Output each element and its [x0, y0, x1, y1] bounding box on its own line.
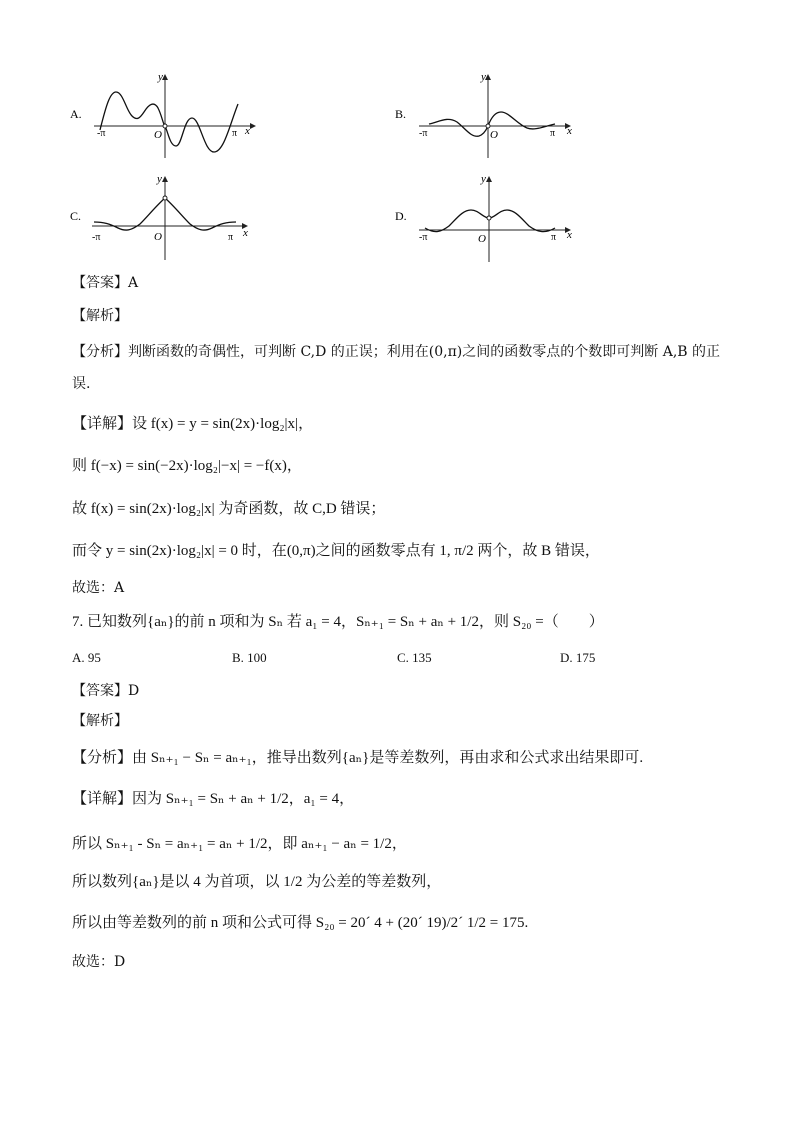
- option-d-letter: D.: [395, 209, 407, 223]
- q7-detail-line-3: 所以数列{aₙ}是以 4 为首项，以 1/2 为公差的等差数列，: [72, 874, 442, 890]
- q7-xiangjie-tag: 【详解】: [72, 791, 133, 807]
- q7-jiexi-tag: 【解析】: [72, 713, 128, 729]
- option-c-x-label: x: [243, 227, 248, 239]
- q7-answer-value: D: [128, 683, 140, 699]
- option-a-neg-pi: -π: [97, 128, 106, 139]
- q6-detail-line-2: 则 f(−x) = sin(−2x)·log₂|−x| = −f(x)，: [72, 458, 302, 474]
- option-a-origin-label: O: [154, 129, 162, 141]
- q7-fenxi-line: [72, 748, 643, 768]
- option-a-y-arrow: [162, 74, 168, 80]
- option-a-hole: [163, 124, 167, 128]
- option-c-letter: C.: [70, 209, 82, 223]
- option-d-pi: π: [551, 232, 557, 243]
- option-d-x-label: x: [567, 229, 572, 241]
- q7-fenxi-tag: 【分析】: [72, 750, 133, 766]
- q6-fenxi-line: [72, 342, 720, 362]
- option-b-y-arrow: [485, 74, 491, 80]
- q6-jiexi-tag: 【解析】: [72, 308, 128, 324]
- q6-conclusion: 故选：A: [72, 580, 125, 596]
- option-b-x-label: x: [567, 125, 572, 137]
- q6-fenxi-text-continued: 误.: [72, 376, 91, 392]
- q7-detail-line-2: 所以 Sₙ₊₁ - Sₙ = aₙ₊₁ = aₙ + 1/2，即 aₙ₊₁ − aₙ = 1/2，: [72, 836, 407, 852]
- option-c-y-arrow: [162, 176, 168, 182]
- option-a-graph[interactable]: [70, 66, 260, 162]
- option-a-curve: [100, 92, 238, 152]
- option-d-hole: [487, 216, 491, 220]
- q6-detail-line-3: 故 f(x) = sin(2x)·log₂|x| 为奇函数，故 C,D 错误；: [72, 501, 386, 517]
- q7-answer-line: [72, 681, 139, 701]
- option-d-y-label: y: [481, 173, 486, 185]
- q7-stem: 7. 已知数列{aₙ}的前 n 项和为 Sₙ 若 a₁ = 4，Sₙ₊₁ = Sₙ + aₙ + 1/2，则 S₂₀ =（ ）: [72, 614, 604, 630]
- option-d-graph[interactable]: [395, 168, 585, 264]
- q6-answer-tag: 【答案】: [72, 275, 128, 291]
- option-c-hole: [163, 196, 167, 200]
- option-c-y-label: y: [157, 173, 162, 185]
- option-a-x-label: x: [245, 125, 250, 137]
- q7-detail-text-1: 因为 Sₙ₊₁ = Sₙ + aₙ + 1/2，a₁ = 4，: [132, 791, 355, 807]
- q7-option-b[interactable]: B. 100: [232, 650, 267, 665]
- q6-detail-text-1: 设 f(x) = y = sin(2x)·log₂|x|，: [132, 416, 314, 432]
- option-b-neg-pi: -π: [419, 128, 428, 139]
- q6-fenxi-text: 判断函数的奇偶性，可判断 C,D 的正误；利用在(0,π)之间的函数零点的个数即可判断 A,B 的正: [128, 344, 721, 360]
- option-a-pi: π: [232, 128, 238, 139]
- q7-option-c[interactable]: C. 135: [397, 650, 432, 665]
- q6-answer-value: A: [128, 275, 139, 291]
- option-a-letter: A.: [70, 107, 82, 121]
- option-a-x-arrow: [250, 123, 256, 129]
- q6-detail-line-4: 而令 y = sin(2x)·log₂|x| = 0 时，在(0,π)之间的函数零点有 1, π/2 两个，故 B 错误，: [72, 543, 600, 559]
- q6-detail-line-1: [72, 414, 313, 434]
- option-d-neg-pi: -π: [419, 232, 428, 243]
- q7-conclusion: 故选：D: [72, 954, 126, 970]
- q7-option-d[interactable]: D. 175: [560, 650, 596, 665]
- option-a-y-label: y: [158, 71, 163, 83]
- q6-answer-line: [72, 273, 138, 293]
- option-b-graph[interactable]: [395, 66, 585, 162]
- option-d-curve: [425, 210, 555, 232]
- option-d-origin-label: O: [478, 233, 486, 245]
- q7-fenxi-text: 由 Sₙ₊₁ − Sₙ = aₙ₊₁，推导出数列{aₙ}是等差数列，再由求和公式求出结果即可.: [132, 750, 644, 766]
- q7-detail-line-1: [72, 789, 354, 809]
- option-b-origin-label: O: [490, 129, 498, 141]
- option-b-letter: B.: [395, 107, 407, 121]
- option-c-pi: π: [228, 232, 234, 243]
- q7-option-a[interactable]: A. 95: [72, 650, 101, 665]
- option-d-y-arrow: [486, 176, 492, 182]
- q6-xiangjie-tag: 【详解】: [72, 416, 133, 432]
- q7-detail-line-4: 所以由等差数列的前 n 项和公式可得 S₂₀ = 20´ 4 + (20´ 19)/2´ 1/2 = 175.: [72, 915, 529, 931]
- option-b-y-label: y: [481, 71, 486, 83]
- option-c-origin-label: O: [154, 231, 162, 243]
- q7-answer-tag: 【答案】: [72, 683, 128, 699]
- option-b-pi: π: [550, 128, 556, 139]
- option-c-graph[interactable]: [70, 168, 260, 264]
- option-c-neg-pi: -π: [92, 232, 101, 243]
- option-b-hole: [486, 124, 490, 128]
- q6-fenxi-tag: 【分析】: [72, 344, 128, 360]
